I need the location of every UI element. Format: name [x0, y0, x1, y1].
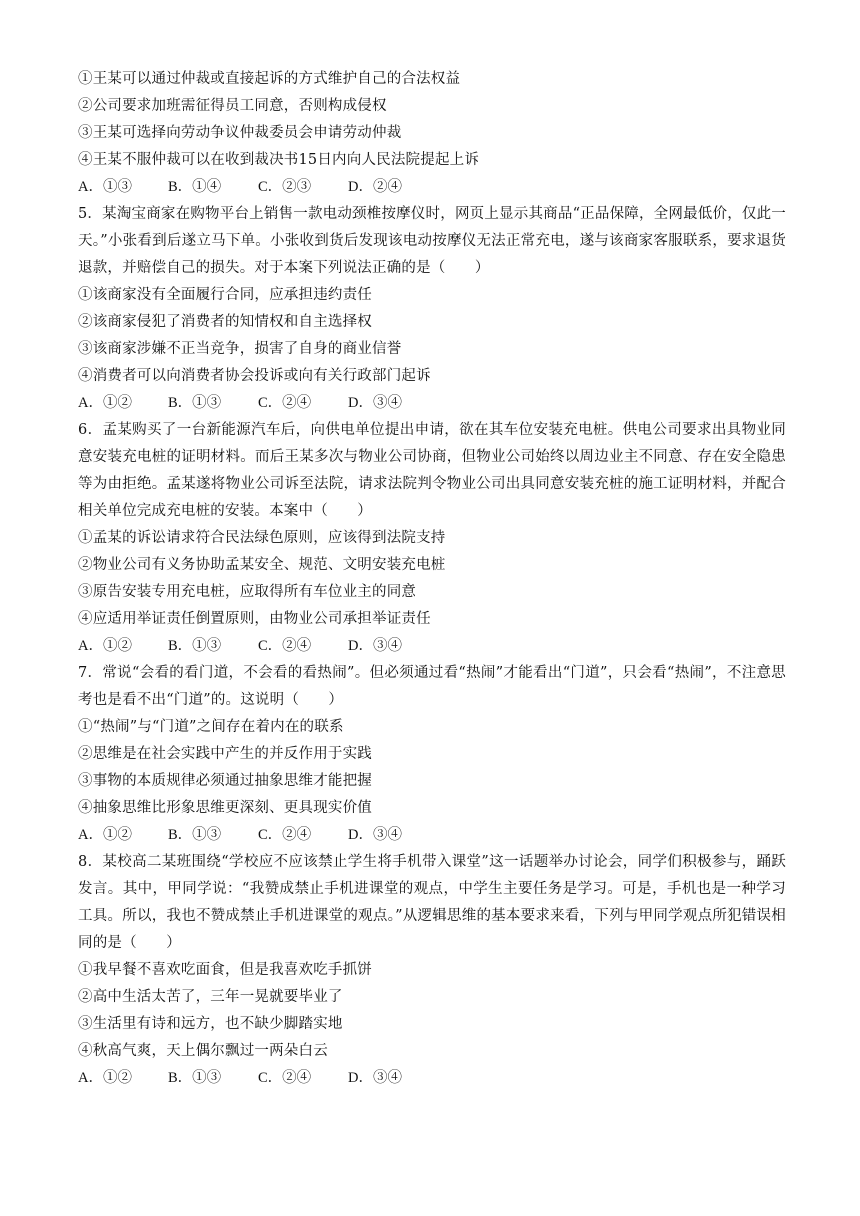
question-4-tail	[78, 66, 786, 201]
q5-item-3: ③该商家涉嫌不正当竞争，损害了自身的商业信誉	[78, 341, 402, 357]
q7-item-2: ②思维是在社会实践中产生的并反作用于实践	[78, 746, 372, 762]
question-6	[78, 417, 786, 660]
q7-item-3: ③事物的本质规律必须通过抽象思维才能把握	[78, 773, 372, 789]
q8-option-a: A．①②	[78, 1070, 132, 1086]
q8-item-4: ④秋高气爽，天上偶尔飘过一两朵白云	[78, 1043, 328, 1059]
q4-item-4: ④王某不服仲裁可以在收到裁决书15日内向人民法院提起上诉	[78, 152, 480, 168]
q4-option-d: D．②④	[348, 179, 402, 195]
q8-item-1: ①我早餐不喜欢吃面食，但是我喜欢吃手抓饼	[78, 962, 372, 978]
q5-item-1: ①该商家没有全面履行合同，应承担违约责任	[78, 287, 372, 303]
q6-item-4: ④应适用举证责任倒置原则，由物业公司承担举证责任	[78, 611, 431, 627]
question-8	[78, 849, 786, 1092]
q8-stem: 8．某校高二某班围绕“学校应不应该禁止学生将手机带入课堂”这一话题举办讨论会，同学们积极参与，踊跃发言。其中，甲同学说：“我赞成禁止手机进课堂的观点，中学生主要任务是学习。可是，手机也是一种学习工具。所以，我也不赞成禁止手机进课堂的观点。”从逻辑思维的基本要求来看，下列与甲同学观点所犯错误相同的是（ ）	[78, 854, 786, 951]
q5-option-c: C．②④	[258, 395, 312, 411]
q5-option-a: A．①②	[78, 395, 132, 411]
q4-item-2: ②公司要求加班需征得员工同意，否则构成侵权	[78, 98, 387, 114]
q4-item-3: ③王某可选择向劳动争议仲裁委员会申请劳动仲裁	[78, 125, 402, 141]
q8-option-c: C．②④	[258, 1070, 312, 1086]
q7-item-4: ④抽象思维比形象思维更深刻、更具现实价值	[78, 800, 372, 816]
q6-options	[78, 633, 786, 660]
q4-options	[78, 174, 786, 201]
q6-option-b: B．①③	[168, 638, 222, 654]
q6-item-3: ③原告安装专用充电桩，应取得所有车位业主的同意	[78, 584, 417, 600]
q5-option-d: D．③④	[348, 395, 402, 411]
q7-option-c: C．②④	[258, 827, 312, 843]
q6-stem: 6．孟某购买了一台新能源汽车后，向供电单位提出申请，欲在其车位安装充电桩。供电公司要求出具物业同意安装充电桩的证明材料。而后王某多次与物业公司协商，但物业公司始终以周边业主不同意、存在安全隐患等为由拒绝。孟某遂将物业公司诉至法院，请求法院判令物业公司出具同意安装充桩的施工证明材料，并配合相关单位完成充电桩的安装。本案中（ ）	[78, 422, 786, 519]
q4-option-c: C．②③	[258, 179, 312, 195]
q5-item-2: ②该商家侵犯了消费者的知情权和自主选择权	[78, 314, 372, 330]
q6-option-c: C．②④	[258, 638, 312, 654]
question-7	[78, 660, 786, 849]
q8-item-3: ③生活里有诗和远方，也不缺少脚踏实地	[78, 1016, 343, 1032]
q7-item-1: ①“热闹”与“门道”之间存在着内在的联系	[78, 719, 344, 735]
q8-option-b: B．①③	[168, 1070, 222, 1086]
q8-options	[78, 1065, 786, 1092]
q8-item-2: ②高中生活太苦了，三年一晃就要毕业了	[78, 989, 343, 1005]
q6-item-1: ①孟某的诉讼请求符合民法绿色原则，应该得到法院支持	[78, 530, 446, 546]
q4-option-b: B．①④	[168, 179, 222, 195]
q8-option-d: D．③④	[348, 1070, 402, 1086]
q5-options	[78, 390, 786, 417]
q6-item-2: ②物业公司有义务协助孟某安全、规范、文明安装充电桩	[78, 557, 446, 573]
q4-item-1: ①王某可以通过仲裁或直接起诉的方式维护自己的合法权益	[78, 71, 461, 87]
q7-options	[78, 822, 786, 849]
q6-option-d: D．③④	[348, 638, 402, 654]
exam-page	[78, 66, 786, 1092]
q7-option-b: B．①③	[168, 827, 222, 843]
q6-option-a: A．①②	[78, 638, 132, 654]
q4-option-a: A．①③	[78, 179, 132, 195]
q5-stem: 5．某淘宝商家在购物平台上销售一款电动颈椎按摩仪时，网页上显示其商品“正品保障，全网最低价，仅此一天。”小张看到后遂立马下单。小张收到货后发现该电动按摩仪无法正常充电，遂与该商家客服联系，要求退货退款，并赔偿自己的损失。对于本案下列说法正确的是（ ）	[78, 206, 786, 276]
question-5	[78, 201, 786, 417]
q7-option-d: D．③④	[348, 827, 402, 843]
q5-item-4: ④消费者可以向消费者协会投诉或向有关行政部门起诉	[78, 368, 431, 384]
q5-option-b: B．①③	[168, 395, 222, 411]
q7-option-a: A．①②	[78, 827, 132, 843]
q7-stem: 7．常说“会看的看门道，不会看的看热闹”。但必须通过看“热闹”才能看出“门道”，只会看“热闹”，不注意思考也是看不出“门道”的。这说明（ ）	[78, 665, 786, 708]
